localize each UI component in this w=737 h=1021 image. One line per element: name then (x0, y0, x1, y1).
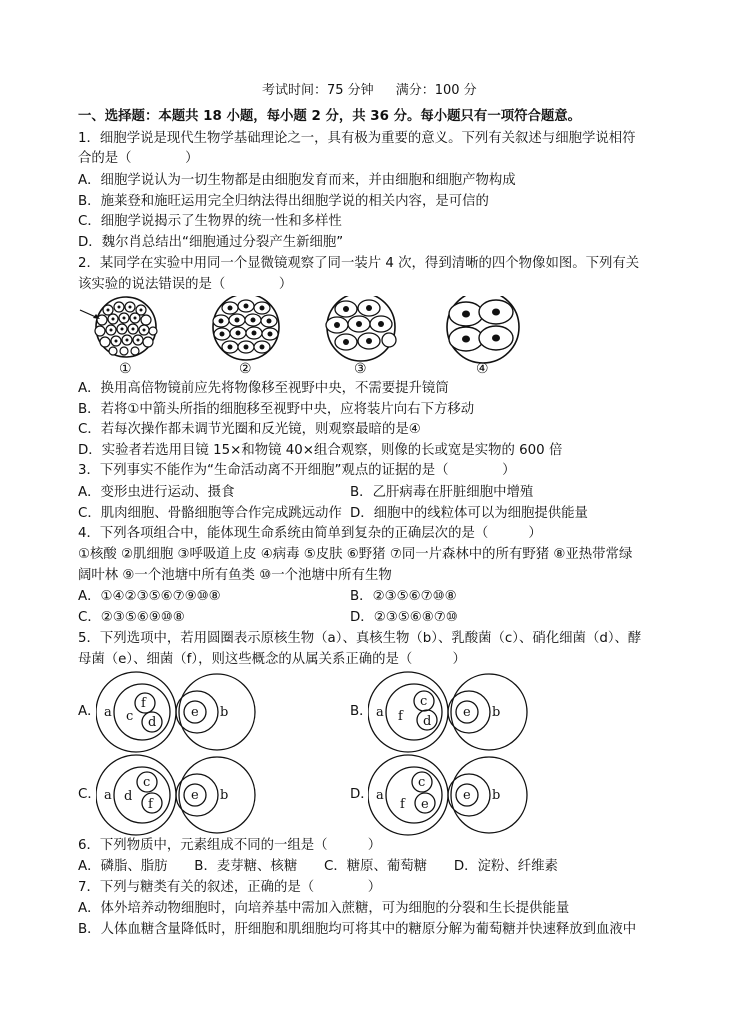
section-title: 一、选择题：本题共 18 小题，每小题 2 分，共 36 分。每小题只有一项符合题意。 (78, 109, 582, 124)
q1-option-c: C．细胞学说揭示了生物界的统一性和多样性 (78, 214, 342, 229)
q3-option-b: B．乙肝病毒在肝脏细胞中增殖 (350, 485, 534, 500)
venn-d-label-a: a (376, 788, 384, 803)
q2-option-a: A．换用高倍物镜前应先将物像移至视野中央，不需要提升镜筒 (78, 381, 449, 396)
venn-c-label-c: c (143, 775, 151, 790)
microscope-view-2 (213, 296, 279, 376)
venn-b-label-f: f (398, 709, 403, 724)
q3-option-c: C．肌肉细胞、骨骼细胞等合作完成跳远动作 (78, 506, 342, 521)
venn-d-label-f: f (400, 797, 405, 812)
q3-option-a: A．变形虫进行运动、摄食 (78, 485, 235, 500)
venn-a-label-e: e (191, 705, 199, 720)
q5-stem-line1: 5．下列选项中，若用圆圈表示原核生物（a）、真核生物（b）、乳酸菌（c）、硝化细菌（d）、酵 (78, 631, 642, 646)
venn-b-label-b: b (492, 705, 501, 720)
microscope-view-label-1: ① (119, 361, 132, 376)
microscope-view-3 (326, 296, 396, 376)
q4-items-line1: ①核酸 ②肌细胞 ③呼吸道上皮 ④病毒 ⑤皮肤 ⑥野猪 ⑦同一片森林中的所有野猪 ⑧亚热带常绿 (78, 547, 633, 562)
q4-option-a: A．①④②③⑤⑥⑦⑨⑩⑧ (78, 589, 221, 604)
microscope-view-4 (447, 296, 519, 376)
venn-diagram-a (96, 670, 256, 754)
venn-b-label-a: a (376, 705, 384, 720)
venn-b-label-d: d (423, 714, 432, 729)
q4-option-d: D．②③⑤⑥⑧⑦⑩ (350, 610, 458, 625)
venn-c-label-d: d (124, 789, 133, 804)
venn-d-label-e2: e (463, 788, 471, 803)
venn-a-label-c: c (126, 709, 134, 724)
venn-diagram-b (368, 670, 528, 754)
q1-stem-line1: 1．细胞学说是现代生物学基础理论之一，具有极为重要的意义。下列有关叙述与细胞学说相符 (78, 131, 636, 146)
q4-option-c: C．②③⑤⑥⑨⑩⑧ (78, 610, 185, 625)
venn-d-label-e: e (421, 797, 429, 812)
venn-a-label-f: f (141, 696, 146, 711)
exam-time: 考试时间：75 分钟 (262, 83, 374, 98)
venn-d-label-c: c (418, 775, 426, 790)
venn-diagram-d (368, 753, 528, 837)
q5-stem-line2: 母菌（e）、细菌（f），则这些概念的从属关系正确的是（ ） (78, 652, 466, 667)
venn-diagram-c (96, 753, 256, 837)
q4-option-b: B．②③⑤⑥⑦⑩⑧ (350, 589, 457, 604)
venn-c-label-f: f (148, 797, 153, 812)
q5-option-c-label: C． (78, 787, 101, 802)
microscope-view-label-4: ④ (476, 361, 489, 376)
venn-a-label-a: a (104, 705, 112, 720)
q1-option-b: B．施莱登和施旺运用完全归纳法得出细胞学说的相关内容，是可信的 (78, 194, 489, 209)
venn-b-label-c: c (420, 694, 428, 709)
q1-stem-line2: 合的是（ ） (78, 151, 199, 166)
q2-option-b: B．若将①中箭头所指的细胞移至视野中央，应将装片向右下方移动 (78, 402, 475, 417)
q1-option-a: A．细胞学说认为一切生物都是由细胞发育而来，并由细胞和细胞产物构成 (78, 173, 516, 188)
q6-options: A．磷脂、脂肪 B．麦芽糖、核糖 C．糖原、葡萄糖 D．淀粉、纤维素 (78, 859, 558, 874)
q1-option-d: D．魏尔肖总结出“细胞通过分裂产生新细胞” (78, 235, 344, 250)
q4-items-line2: 阔叶林 ⑨一个池塘中所有鱼类 ⑩一个池塘中所有生物 (78, 568, 392, 583)
venn-d-label-b: b (492, 788, 501, 803)
q7-stem: 7．下列与糖类有关的叙述，正确的是（ ） (78, 880, 382, 895)
q5-option-d-label: D． (350, 787, 374, 802)
venn-b-label-e: e (463, 705, 471, 720)
exam-score: 满分：100 分 (395, 83, 477, 98)
q2-stem-line1: 2．某同学在实验中用同一个显微镜观察了同一装片 4 次，得到清晰的四个物像如图。下列有关 (78, 256, 640, 271)
q3-stem: 3．下列事实不能作为“生命活动离不开细胞”观点的证据的是（ ） (78, 463, 516, 478)
q7-option-a: A．体外培养动物细胞时，向培养基中需加入蔗糖，可为细胞的分裂和生长提供能量 (78, 901, 570, 916)
microscope-views-figure (78, 296, 538, 376)
microscope-view-label-2: ② (239, 361, 252, 376)
microscope-view-label-3: ③ (354, 361, 367, 376)
q2-option-d: D．实验者若选用目镜 15×和物镜 40×组合观察，则像的长或宽是实物的 600 倍 (78, 443, 563, 458)
venn-c-label-a: a (104, 788, 112, 803)
exam-header (262, 82, 477, 100)
venn-a-label-b: b (220, 705, 229, 720)
microscope-view-1 (80, 297, 157, 376)
venn-a-label-d: d (148, 715, 157, 730)
venn-c-label-b: b (220, 788, 229, 803)
q3-option-d: D．细胞中的线粒体可以为细胞提供能量 (350, 506, 588, 521)
q2-option-c: C．若每次操作都未调节光圈和反光镜，则观察最暗的是④ (78, 422, 421, 437)
venn-c-label-e: e (191, 788, 199, 803)
q7-option-b: B．人体血糖含量降低时，肝细胞和肌细胞均可将其中的糖原分解为葡萄糖并快速释放到血液中 (78, 922, 637, 937)
q2-stem-line2: 该实验的说法错误的是（ ） (78, 277, 293, 292)
q4-stem: 4．下列各项组合中，能体现生命系统由简单到复杂的正确层次的是（ ） (78, 526, 542, 541)
q5-option-b-label: B． (350, 704, 373, 719)
q6-stem: 6．下列物质中，元素组成不同的一组是（ ） (78, 838, 382, 853)
q5-option-a-label: A． (78, 704, 101, 719)
